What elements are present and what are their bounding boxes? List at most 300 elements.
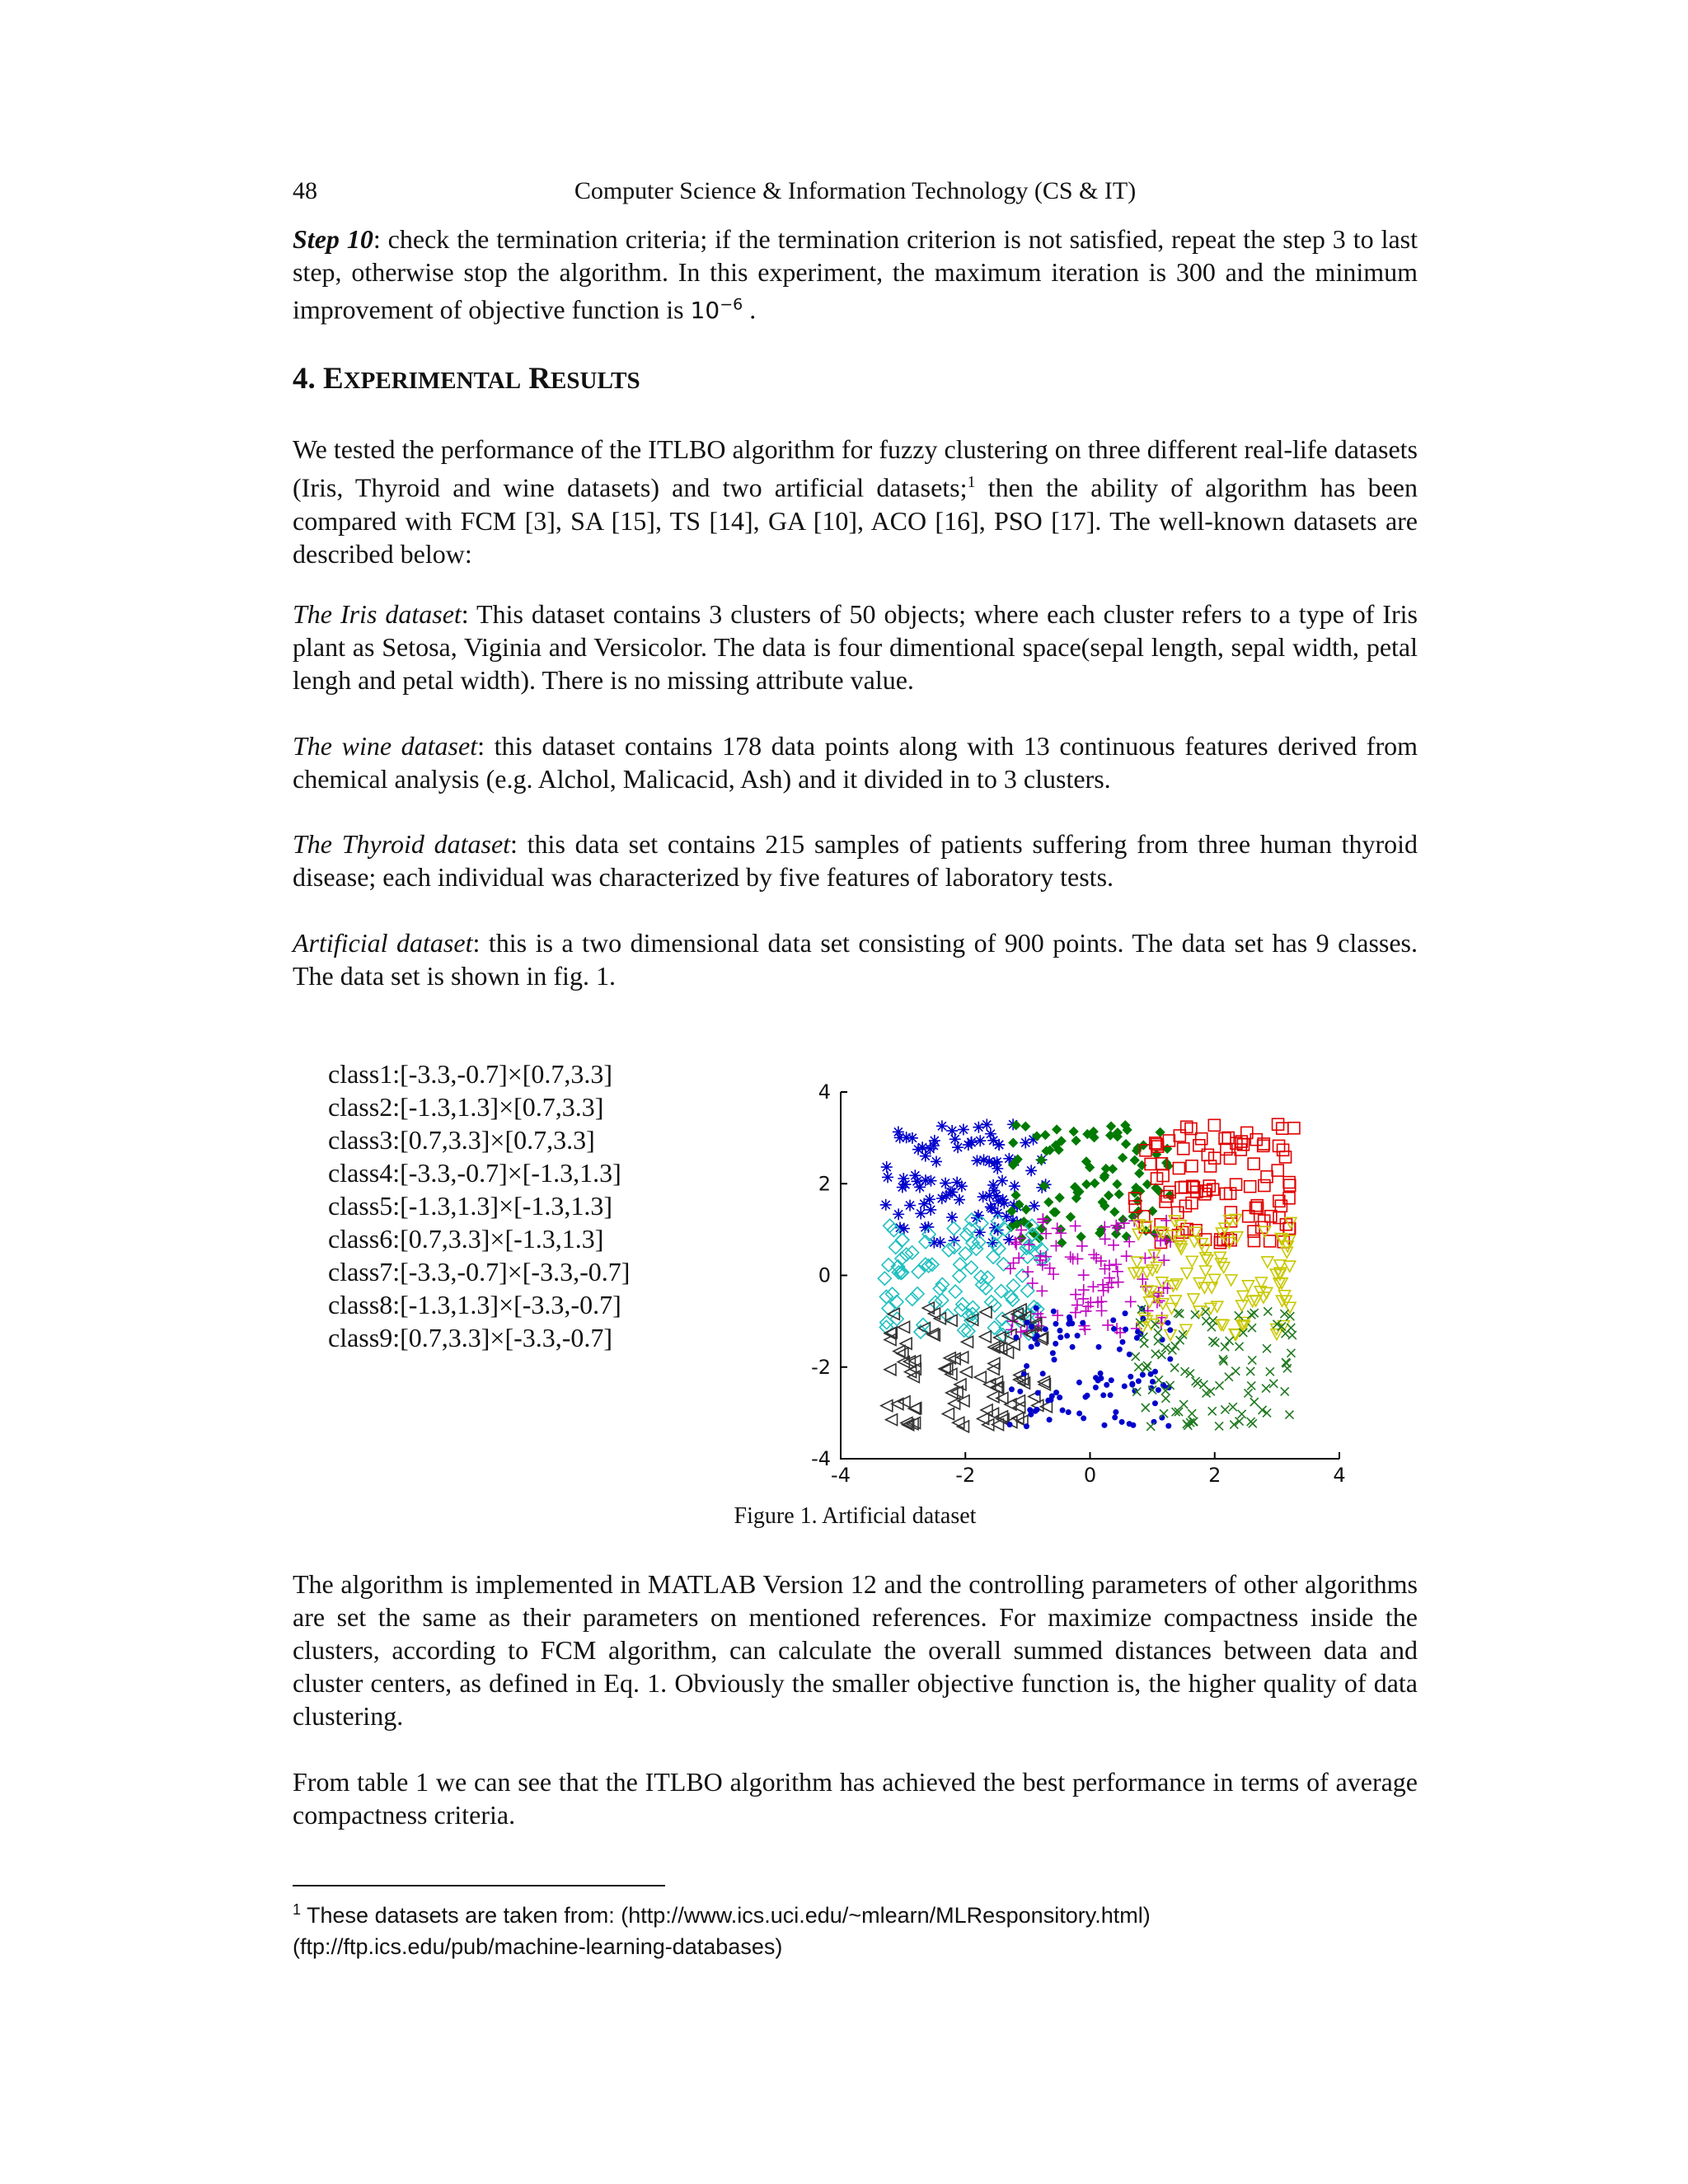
data-point [918,1198,930,1210]
data-point [1125,1296,1137,1307]
data-point [1098,1371,1104,1376]
data-point [1012,1191,1020,1199]
data-point [1158,1254,1170,1266]
artificial-paragraph [293,926,1418,992]
data-point [1214,1252,1226,1263]
data-point [878,1272,891,1285]
class-item: class5:[-1.3,1.3]×[-1.3,1.3] [328,1191,613,1221]
data-point [896,1233,909,1246]
data-point [989,1222,1001,1234]
data-point [882,1301,895,1315]
data-point [1041,1131,1049,1139]
data-point [1104,1191,1113,1199]
data-point [1264,1307,1272,1315]
data-point [1053,1321,1058,1327]
data-point [1236,1418,1244,1426]
data-point [1205,1160,1217,1172]
data-point [1118,1154,1127,1162]
data-point [1188,1409,1196,1418]
data-point [1009,1139,1017,1147]
data-point [1209,1274,1221,1285]
data-point [1259,1180,1270,1192]
data-point [1053,1126,1061,1134]
data-point [1128,1374,1133,1380]
data-point [1024,1363,1029,1369]
data-point [1284,1179,1296,1191]
data-point [986,1202,997,1214]
data-point [1035,1390,1041,1396]
data-point [1179,1400,1188,1408]
data-point [1131,1156,1139,1165]
data-point [931,1155,942,1167]
heading-rest-1: XPERIMENTAL [343,368,522,394]
data-point [1196,1133,1207,1145]
data-point [1070,1221,1081,1232]
iris-label: The Iris dataset [293,599,462,629]
data-point [1121,1250,1132,1262]
y-tick-label: 2 [818,1172,831,1196]
data-point [988,1185,1000,1197]
data-point [945,1315,957,1326]
data-point [1146,1422,1155,1431]
data-point [1248,1324,1256,1332]
data-point [909,1169,921,1181]
data-point [893,1208,904,1220]
data-point [958,1124,969,1136]
data-point [1029,1324,1034,1329]
data-point [894,1132,906,1143]
data-point [1226,1337,1234,1345]
data-point [1248,1356,1256,1364]
data-point [1066,1409,1071,1415]
iris-paragraph [293,598,1418,696]
data-point [1259,1406,1267,1414]
step10-paragraph [293,223,1418,327]
heading-initial-2: R [528,362,551,396]
data-point [950,1133,961,1145]
data-point [1119,1339,1125,1345]
math-exponent: −6 [720,296,743,314]
data-point [1047,1417,1053,1422]
data-point [985,1128,996,1140]
data-point [1244,1389,1252,1397]
x-tick-label: -4 [831,1464,851,1487]
data-point [1129,1381,1135,1387]
data-point [1111,1326,1117,1332]
class-item: class2:[-1.3,1.3]×[0.7,3.3] [328,1092,604,1122]
data-point [1175,1182,1187,1193]
data-point [1259,1215,1270,1226]
data-point [1107,1122,1115,1131]
section-number: 4. [293,362,316,396]
data-point [1008,1257,1020,1268]
data-point [1173,1163,1184,1174]
data-point [1110,1317,1116,1323]
artificial-label: Artificial dataset [293,928,473,958]
data-point [1179,1181,1191,1193]
thyroid-paragraph [293,827,1418,893]
data-point [1288,1122,1300,1134]
data-point [1110,1208,1118,1216]
data-point [1281,1387,1289,1395]
data-point [1109,1165,1117,1173]
footnote-ref[interactable]: 1 [967,473,976,491]
data-point [929,1296,942,1309]
section-heading [293,361,640,396]
data-point [1283,1364,1292,1372]
data-point [974,1371,986,1383]
data-point [935,1294,949,1307]
intro-text-2: then the ability of algorithm has been compared with FCM [3], SA [15], TS [14], GA [10], ACO [16], PSO [17]. The well-known datasets are described below: [293,472,1418,569]
data-point [1134,1363,1142,1371]
data-point [1057,1394,1062,1400]
class-item: class4:[-3.3,-0.7]×[-1.3,1.3] [328,1158,621,1188]
data-point [1112,1266,1123,1277]
data-point [1009,1180,1020,1192]
data-point [974,1135,986,1146]
data-point [1167,1327,1173,1333]
data-point [1119,1419,1125,1425]
data-point [946,1212,958,1223]
wine-label: The wine dataset [293,731,478,761]
data-point [1203,1180,1215,1192]
data-point [1017,1389,1023,1394]
data-point [1113,1180,1121,1188]
data-point [962,1336,973,1347]
data-point [987,1250,1000,1263]
data-point [1101,1422,1107,1428]
data-point [1163,1135,1175,1146]
data-point [1075,1333,1081,1338]
data-point [1076,1240,1088,1252]
data-point [1181,1268,1193,1279]
data-point [1230,1421,1238,1429]
data-point [1174,1130,1185,1141]
data-point [954,1194,965,1206]
data-point [996,1175,1008,1187]
data-point [1021,1122,1029,1131]
data-point [1221,1405,1229,1413]
data-point [1067,1213,1075,1221]
data-point [1261,1171,1273,1183]
data-point [1280,1151,1292,1163]
data-point [1229,1403,1237,1411]
data-point [1015,1269,1029,1282]
class-item: class9:[0.7,3.3]×[-3.3,-0.7] [328,1323,613,1352]
data-point [1006,1279,1020,1292]
data-point [993,1139,1005,1151]
data-point [1048,1397,1054,1403]
data-point [945,1186,956,1197]
intro-text-1: We tested the performance of the ITLBO algorithm for fuzzy clustering on three different real-life datasets (Iris, Thyroid and wine datasets) and two artificial datasets; [293,434,1418,503]
data-point [1112,1414,1118,1420]
data-point [898,1396,910,1408]
data-point [1277,1122,1288,1134]
step10-end: . [743,294,757,325]
data-point [1076,1380,1082,1385]
data-point [1067,1315,1072,1320]
data-point [963,1139,974,1151]
data-point [1067,1254,1079,1265]
data-point [1040,1371,1046,1376]
data-point [1248,1158,1259,1169]
data-point [1273,1118,1284,1130]
data-point [1171,1342,1179,1350]
data-point [1064,1333,1070,1338]
iris-text: : This dataset contains 3 clusters of 50 objects; where each cluster refers to a type of Iris plant as Setosa, Viginia and Versicolor. The data is four dimentional space(sepal length, sepal width, petal lengh and petal width). There is no missing attribute value. [293,599,1418,695]
data-point [1165,1320,1170,1326]
data-point [1135,1169,1143,1178]
data-point [1025,1319,1030,1325]
data-point [1043,1326,1048,1332]
data-point [978,1191,989,1202]
data-point [1221,1343,1229,1351]
data-point [1238,1410,1246,1418]
class-item: class1:[-3.3,-0.7]×[0.7,3.3] [328,1059,613,1089]
data-point [936,1120,948,1132]
data-point [1236,1301,1248,1311]
data-point [1282,1358,1290,1366]
data-point [1215,1422,1223,1430]
data-point [882,1171,893,1183]
data-point [1262,1257,1273,1268]
artificial-text: : this is a two dimensional data set consisting of 900 points. The data set has 9 classes. The data set is shown in fig. 1. [293,928,1418,991]
data-point [889,1240,903,1254]
data-point [1287,1324,1295,1332]
data-point [1096,1344,1102,1350]
data-point [1060,1408,1066,1413]
class-list [328,1057,630,1354]
data-point [1057,1328,1062,1333]
data-point [1168,1346,1176,1354]
data-point [1117,1347,1123,1352]
x-tick-label: -2 [955,1464,976,1487]
data-point [1143,1180,1151,1188]
data-point [1219,1132,1231,1144]
data-point [1242,1281,1254,1291]
data-point [1139,1253,1151,1264]
data-point [992,1195,1004,1207]
data-point [1208,1337,1217,1345]
data-point [1122,1140,1130,1148]
data-point [1285,1411,1293,1419]
data-point [1108,1392,1114,1398]
data-point [904,1200,916,1212]
data-point [940,1178,951,1189]
data-point [917,1141,928,1153]
data-point [1245,1181,1256,1193]
data-point [1264,1235,1276,1247]
data-point [942,1408,954,1420]
data-point [1021,1371,1027,1376]
data-point [881,1400,893,1412]
data-point [881,1161,893,1173]
data-point [1263,1344,1271,1352]
data-point [952,1141,964,1153]
data-point [1284,1223,1296,1235]
data-point [1057,1334,1063,1340]
data-point [1165,1423,1171,1429]
y-tick-label: 4 [818,1080,831,1104]
data-point [1161,1394,1170,1403]
data-point [1209,1152,1221,1164]
data-point [1273,1140,1285,1151]
data-point [1070,1127,1078,1136]
data-point [914,1181,926,1193]
data-point [1123,1327,1128,1333]
data-point [1243,1211,1254,1222]
data-point [1186,1160,1198,1172]
data-point [1027,1407,1033,1413]
data-point [886,1287,899,1301]
data-point [1022,1206,1030,1214]
thyroid-text: : this data set contains 215 samples of patients suffering from three human thyroid disease; each individual was characterized by five features of laboratory tests. [293,829,1418,892]
data-point [884,1364,896,1376]
data-point [964,1261,978,1274]
data-point [884,1219,897,1232]
data-point [1236,1343,1244,1351]
data-point [1140,1372,1146,1378]
data-point [1272,1165,1283,1176]
data-point [1034,1305,1039,1311]
data-point [1013,1334,1019,1340]
data-point [1269,1380,1278,1388]
data-point [1170,1364,1179,1372]
data-point [1247,1381,1255,1390]
data-point [1278,1144,1289,1155]
data-point [987,1391,999,1403]
data-point [1250,1309,1259,1317]
data-point [1142,1404,1150,1412]
data-point [954,1379,966,1390]
data-point [896,1233,909,1246]
x-tick-label: 4 [1333,1464,1346,1487]
data-point [1216,1381,1224,1390]
data-point [980,1306,992,1318]
data-point [1208,1119,1220,1131]
x-tick-label: 0 [1083,1464,1097,1487]
data-point [1266,1367,1274,1376]
data-point [1022,1266,1034,1277]
data-point [1108,1240,1119,1251]
data-point [1082,1394,1088,1400]
footnote-line-2[interactable]: (ftp://ftp.ics.edu/pub/machine-learning-databases) [293,1934,783,1959]
data-point [1283,1177,1295,1188]
data-point [1053,1390,1059,1395]
data-point [1088,1249,1100,1260]
data-point [926,1329,938,1340]
data-point [1160,1215,1172,1226]
y-tick-label: -4 [811,1447,831,1470]
data-point [935,1236,946,1248]
data-point [1172,1207,1184,1218]
data-point [1078,1269,1090,1281]
data-point [1156,1277,1168,1288]
data-point [1029,1344,1034,1350]
data-point [880,1199,892,1211]
intro-paragraph [293,433,1418,570]
footnote-line-1 [293,1894,1447,1931]
matlab-paragraph: The algorithm is implemented in MATLAB Version 12 and the controlling parameters of other algorithms are set the same as their parameters on mentioned references. For maximize compactness inside the clusters, according to FCM algorithm, can calculate the overall summed distances between data and cluster centers, as defined in Eq. 1. Obviously the smaller objective function is, the higher quality of data clustering. [293,1569,1418,1731]
data-point [1032,1336,1038,1342]
class-item: class6:[0.7,3.3]×[-1.3,1.3] [328,1224,604,1254]
data-point [1152,1400,1158,1406]
data-point [1262,1385,1270,1393]
data-point [1188,1294,1199,1305]
data-point [946,1125,958,1137]
y-tick-label: 0 [818,1263,831,1287]
data-point [1151,1350,1160,1358]
data-point [1156,1387,1161,1393]
data-point [1145,1158,1156,1169]
artificial-dataset-scatter-plot [791,1071,1368,1500]
data-point [915,1207,926,1219]
thyroid-label: The Thyroid dataset [293,829,511,859]
data-point [1034,1341,1040,1347]
data-point [900,1248,913,1261]
footnote-text-1[interactable]: These datasets are taken from: (http://www.ics.uci.edu/~mlearn/MLResponsitory.html) [301,1903,1151,1928]
data-point [1072,1137,1081,1145]
data-point [1070,1344,1076,1350]
data-point [925,1175,936,1187]
data-point [947,1222,960,1235]
data-point [1065,1251,1076,1263]
journal-title: Computer Science & Information Technology (CS & IT) [574,177,1137,204]
data-point [1034,1407,1040,1413]
data-point [928,1140,940,1151]
data-point [899,1179,911,1190]
data-point [1246,1367,1254,1376]
data-point [956,1180,968,1192]
y-tick-label: -2 [811,1355,831,1379]
wine-paragraph [293,729,1418,795]
data-point [949,1285,962,1298]
data-point [1056,1193,1064,1202]
wine-text: : this dataset contains 178 data points along with 13 continuous features derived from chemical analysis (e.g. Alchol, Malicacid, Ash) and it divided in to 3 clusters. [293,731,1418,794]
data-point [1007,1422,1013,1427]
data-point [1005,1263,1016,1274]
data-point [1216,1319,1227,1330]
tolerance-math [691,297,743,324]
data-point [1095,1378,1101,1384]
data-point [1076,1410,1082,1416]
class-item: class7:[-3.3,-0.7]×[-3.3,-0.7] [328,1257,631,1286]
data-point [1109,1377,1114,1383]
data-point [1170,1296,1181,1306]
data-point [1081,1305,1092,1317]
data-point [1069,1320,1075,1326]
data-point [1081,1415,1086,1421]
data-point [973,1122,984,1133]
data-point [1050,1350,1056,1356]
data-point [1053,1341,1058,1347]
data-point [1024,1423,1029,1429]
data-point [1052,1357,1057,1362]
data-point [1231,1367,1240,1376]
data-point [1122,1384,1128,1390]
data-point [1090,1179,1099,1188]
data-point [936,1193,948,1204]
data-point [1127,1352,1132,1357]
step10-text: : check the termination criteria; if the termination criterion is not satisfied, repeat the step 3 to last step, otherwise stop the algorithm. In this experiment, the maximum iteration is 300 and the minimum improvement of objective function is [293,224,1418,325]
data-point [1104,1382,1109,1388]
data-point [920,1151,931,1162]
data-point [1100,1392,1106,1398]
data-point [1287,1349,1295,1357]
data-point [1082,1180,1090,1188]
data-point [987,1363,999,1375]
data-point [1155,1376,1163,1384]
